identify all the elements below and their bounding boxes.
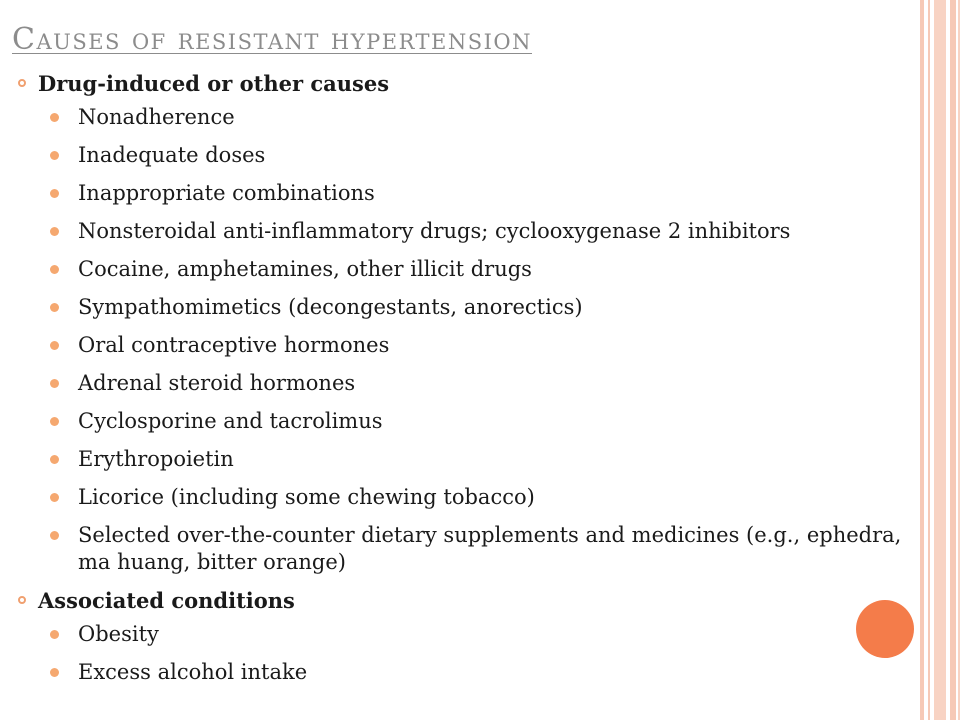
- dot-bullet-icon: [50, 455, 59, 464]
- section-heading-text: Drug-induced or other causes: [38, 71, 390, 96]
- section-heading: [18, 587, 918, 615]
- dot-bullet-icon: [50, 531, 59, 540]
- list-item-text: Excess alcohol intake: [78, 660, 308, 684]
- dot-bullet-icon: [50, 189, 59, 198]
- list-item-text: Licorice (including some chewing tobacco): [78, 485, 535, 509]
- bullet-list: [18, 621, 918, 686]
- list-item: [18, 446, 908, 473]
- list-item: [18, 332, 908, 359]
- bullet-list: [18, 104, 918, 576]
- list-item-text: Nonsteroidal anti-inflammatory drugs; cyclooxygenase 2 inhibitors: [78, 219, 791, 243]
- dot-bullet-icon: [50, 341, 59, 350]
- dot-bullet-icon: [50, 668, 59, 677]
- list-item: [18, 218, 908, 245]
- list-item: [18, 294, 908, 321]
- section-heading: [18, 70, 918, 98]
- slide-content: [18, 70, 918, 697]
- list-item-text: Adrenal steroid hormones: [78, 371, 356, 395]
- dot-bullet-icon: [50, 227, 59, 236]
- dot-bullet-icon: [50, 265, 59, 274]
- list-item-text: Inadequate doses: [78, 143, 266, 167]
- list-item: [18, 522, 908, 576]
- list-item-text: Inappropriate combinations: [78, 181, 375, 205]
- list-item: [18, 484, 908, 511]
- dot-bullet-icon: [50, 303, 59, 312]
- list-item: [18, 621, 908, 648]
- list-item-text: Cyclosporine and tacrolimus: [78, 409, 383, 433]
- list-item-text: Obesity: [78, 622, 159, 646]
- dot-bullet-icon: [50, 493, 59, 502]
- list-item-text: Nonadherence: [78, 105, 235, 129]
- list-item-text: Cocaine, amphetamines, other illicit drugs: [78, 257, 532, 281]
- slide-title: Causes of resistant hypertension: [12, 22, 532, 57]
- list-item: [18, 104, 908, 131]
- dot-bullet-icon: [50, 630, 59, 639]
- section-associated-conditions: [18, 587, 918, 686]
- list-item: [18, 180, 908, 207]
- ring-bullet-icon: [18, 79, 26, 87]
- dot-bullet-icon: [50, 379, 59, 388]
- section-heading-text: Associated conditions: [38, 588, 295, 613]
- ring-bullet-icon: [18, 596, 26, 604]
- section-drug-induced: [18, 70, 918, 576]
- list-item-text: Selected over-the-counter dietary supplements and medicines (e.g., ephedra, ma huang, bitter orange): [78, 523, 902, 574]
- dot-bullet-icon: [50, 113, 59, 122]
- decorative-stripes: [914, 0, 960, 720]
- dot-bullet-icon: [50, 151, 59, 160]
- list-item-text: Erythropoietin: [78, 447, 234, 471]
- list-item: [18, 408, 908, 435]
- list-item: [18, 142, 908, 169]
- list-item: [18, 659, 908, 686]
- list-item: [18, 256, 908, 283]
- list-item-text: Oral contraceptive hormones: [78, 333, 390, 357]
- dot-bullet-icon: [50, 417, 59, 426]
- list-item-text: Sympathomimetics (decongestants, anorectics): [78, 295, 583, 319]
- list-item: [18, 370, 908, 397]
